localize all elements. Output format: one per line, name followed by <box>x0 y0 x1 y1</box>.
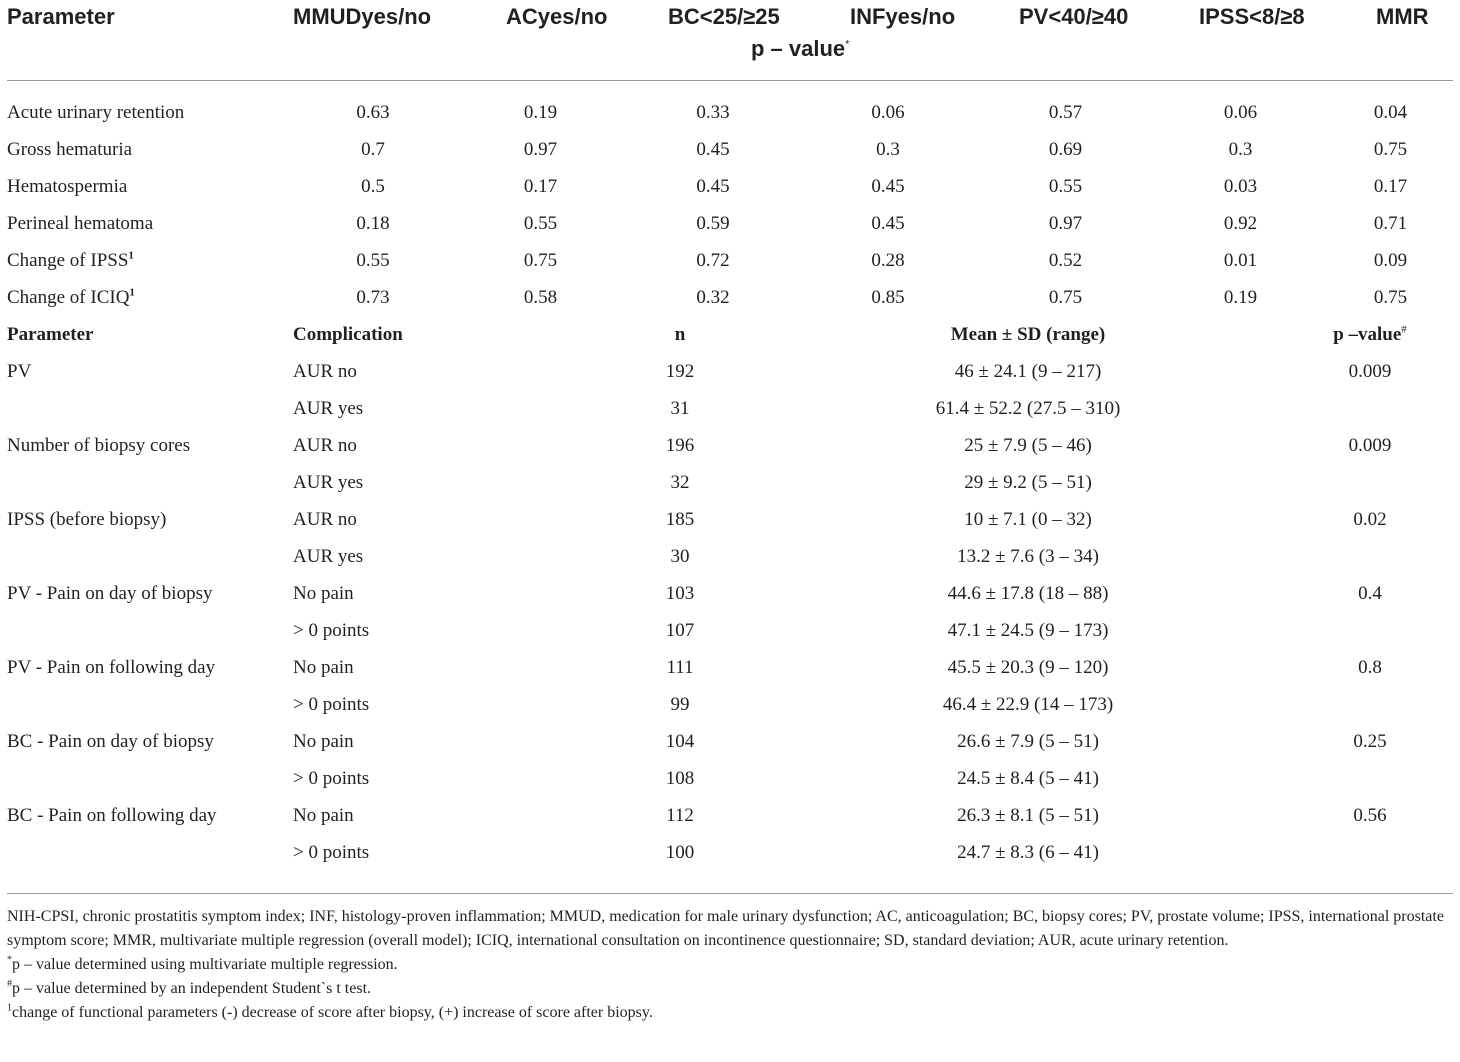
row-label: Change of ICIQ$^1$ <box>7 286 135 308</box>
p-value-cell: 0.3 <box>1228 138 1253 160</box>
table-row <box>7 390 1453 427</box>
row-label: Change of IPSS$^1$ <box>7 249 134 271</box>
complication-cell: No pain <box>293 582 354 604</box>
header2-pvalue: p –value# <box>1333 323 1407 345</box>
header-ac: ACyes/no <box>506 4 608 29</box>
p-value-cell: 0.06 <box>871 101 905 123</box>
complication-cell: No pain <box>293 656 354 678</box>
complication-cell: AUR no <box>293 434 357 456</box>
n-cell: 185 <box>665 508 695 530</box>
p-value-cell: 0.45 <box>696 175 730 197</box>
n-cell: 32 <box>670 471 690 493</box>
complication-cell: No pain <box>293 730 354 752</box>
param-cell <box>7 538 293 575</box>
mean-sd-cell: 24.5 ± 8.4 (5 – 41) <box>957 767 1099 789</box>
n-cell: 104 <box>665 730 695 752</box>
table-row <box>7 279 1453 316</box>
header-ipss: IPSS<8/≥8 <box>1199 4 1305 29</box>
n-cell: 107 <box>665 619 695 641</box>
table-row <box>7 797 1453 834</box>
table-row <box>7 94 1453 131</box>
table-row <box>7 501 1453 538</box>
row-label: Perineal hematoma <box>7 212 154 234</box>
p-value-cell <box>1213 612 1453 649</box>
header-p-value: p – value* <box>751 36 850 61</box>
param-cell: PV - Pain on following day <box>7 656 216 678</box>
p-value-cell: 0.55 <box>356 249 390 271</box>
p-value-cell: 0.19 <box>1223 286 1258 308</box>
p-value-cell: 0.02 <box>1353 508 1387 530</box>
p-value-cell <box>1213 834 1453 871</box>
param-cell <box>7 760 293 797</box>
param-cell: BC - Pain on following day <box>7 804 217 826</box>
header2-complication: Complication <box>293 323 403 345</box>
table-row <box>7 686 1453 723</box>
complication-cell: > 0 points <box>293 619 370 641</box>
p-value-cell: 0.09 <box>1373 249 1408 271</box>
table-row <box>7 575 1453 612</box>
p-value-cell: 0.85 <box>871 286 905 308</box>
p-value-cell: 0.8 <box>1358 656 1382 678</box>
param-cell <box>7 834 293 871</box>
complication-cell: No pain <box>293 804 354 826</box>
p-value-cell: 0.63 <box>356 101 390 123</box>
footnote-abbreviations: NIH-CPSI, chronic prostatitis symptom index; INF, histology-proven inflammation; MMUD, medication for male urinary dysfunction; AC, anticoagulation; BC, biopsy cores; PV, prostate volume; IPSS, international prostate symptom score; MMR, multivariate multiple regression (overall model); ICIQ, international consultation on incontinence questionnaire; SD, standard deviation; AUR, acute urinary retention. <box>7 908 1444 949</box>
p-value-cell: 0.04 <box>1373 101 1408 123</box>
mean-sd-cell: 46 ± 24.1 (9 – 217) <box>954 360 1102 382</box>
footnote-star: *p – value determined using multivariate multiple regression. <box>7 954 398 973</box>
mean-sd-cell: 26.3 ± 8.1 (5 – 51) <box>957 804 1099 826</box>
p-value-cell: 0.28 <box>871 249 905 271</box>
complication-cell: AUR yes <box>293 471 364 493</box>
table2-header-row <box>7 316 1453 353</box>
row-label: Gross hematuria <box>7 138 133 160</box>
table-complications <box>7 316 1453 871</box>
p-value-cell: 0.55 <box>1048 175 1083 197</box>
mean-sd-cell: 13.2 ± 7.6 (3 – 34) <box>957 545 1099 567</box>
mean-sd-cell: 44.6 ± 17.8 (18 – 88) <box>947 582 1109 604</box>
p-value-cell <box>1213 464 1453 501</box>
p-value-cell: 0.97 <box>523 138 558 160</box>
p-value-cell: 0.59 <box>696 212 730 234</box>
p-value-cell: 0.03 <box>1223 175 1258 197</box>
header2-mean: Mean ± SD (range) <box>950 323 1106 345</box>
complication-cell: > 0 points <box>293 767 370 789</box>
p-value-cell: 0.57 <box>1048 101 1083 123</box>
p-value-cell: 0.17 <box>1373 175 1408 197</box>
row-label: Acute urinary retention <box>7 101 185 123</box>
n-cell: 103 <box>665 582 695 604</box>
footnote-hash: #p – value determined by an independent Student`s t test. <box>7 978 372 997</box>
table-row <box>7 760 1453 797</box>
param-cell: BC - Pain on day of biopsy <box>7 730 214 752</box>
n-cell: 31 <box>670 397 690 419</box>
p-value-cell: 0.009 <box>1348 434 1392 456</box>
p-value-cell: 0.75 <box>1048 286 1083 308</box>
header2-parameter: Parameter <box>7 323 94 345</box>
param-cell <box>7 390 293 427</box>
p-value-cell: 0.75 <box>1373 138 1408 160</box>
header2-n: n <box>674 323 686 345</box>
table-row <box>7 131 1453 168</box>
n-cell: 111 <box>666 656 694 678</box>
p-value-cell: 0.009 <box>1348 360 1392 382</box>
p-value-cell: 0.17 <box>523 175 558 197</box>
table-row <box>7 538 1453 575</box>
complication-cell: > 0 points <box>293 693 370 715</box>
p-value-cell: 0.3 <box>876 138 900 160</box>
p-value-cell: 0.25 <box>1353 730 1387 752</box>
table-row <box>7 464 1453 501</box>
complication-cell: AUR no <box>293 360 357 382</box>
p-value-cell: 0.45 <box>871 212 905 234</box>
p-value-cell: 0.55 <box>523 212 558 234</box>
n-cell: 192 <box>665 360 695 382</box>
p-value-cell: 0.69 <box>1048 138 1083 160</box>
mean-sd-cell: 26.6 ± 7.9 (5 – 51) <box>957 730 1099 752</box>
complication-cell: > 0 points <box>293 841 370 863</box>
table-row <box>7 427 1453 464</box>
p-value-cell: 0.18 <box>356 212 390 234</box>
p-value-cell: 0.32 <box>696 286 730 308</box>
row-label: Hematospermia <box>7 175 128 197</box>
complication-cell: AUR yes <box>293 545 364 567</box>
p-value-cell: 0.52 <box>1048 249 1083 271</box>
footnote-one: $^1$change of functional parameters (-) decrease of score after biopsy, (+) increase of score after biopsy. <box>7 1002 653 1021</box>
p-value-cell: 0.73 <box>356 286 390 308</box>
header-bc: BC<25/≥25 <box>668 4 780 29</box>
mean-sd-cell: 61.4 ± 52.2 (27.5 – 310) <box>935 397 1121 419</box>
footer-rule <box>7 893 1453 894</box>
table-row <box>7 649 1453 686</box>
complication-cell: AUR no <box>293 508 357 530</box>
p-value-cell: 0.01 <box>1223 249 1258 271</box>
n-cell: 196 <box>665 434 695 456</box>
header-mmr: MMR <box>1376 4 1429 29</box>
p-value-cell: 0.45 <box>871 175 905 197</box>
p-value-cell: 0.97 <box>1048 212 1083 234</box>
mean-sd-cell: 45.5 ± 20.3 (9 – 120) <box>947 656 1109 678</box>
table-row <box>7 205 1453 242</box>
p-value-cell: 0.19 <box>523 101 558 123</box>
mean-sd-cell: 10 ± 7.1 (0 – 32) <box>964 508 1092 530</box>
n-cell: 99 <box>670 693 690 715</box>
mean-sd-cell: 46.4 ± 22.9 (14 – 173) <box>942 693 1114 715</box>
header-rule <box>7 80 1453 81</box>
table-row <box>7 353 1453 390</box>
p-value-cell <box>1213 538 1453 575</box>
n-cell: 100 <box>665 841 695 863</box>
header-pv: PV<40/≥40 <box>1019 4 1129 29</box>
p-value-cell <box>1213 686 1453 723</box>
p-value-cell: 0.06 <box>1223 101 1258 123</box>
p-value-cell: 0.92 <box>1223 212 1258 234</box>
p-value-cell: 0.33 <box>696 101 730 123</box>
param-cell: PV - Pain on day of biopsy <box>7 582 213 604</box>
table-row <box>7 723 1453 760</box>
p-value-cell <box>1213 760 1453 797</box>
header-mmud: MMUDyes/no <box>293 4 432 29</box>
param-cell: Number of biopsy cores <box>7 434 191 456</box>
param-cell: IPSS (before biopsy) <box>7 508 167 530</box>
p-value-cell: 0.5 <box>361 175 385 197</box>
p-value-cell: 0.75 <box>523 249 558 271</box>
table-row <box>7 612 1453 649</box>
mean-sd-cell: 24.7 ± 8.3 (6 – 41) <box>957 841 1099 863</box>
mean-sd-cell: 29 ± 9.2 (5 – 51) <box>964 471 1092 493</box>
table-row <box>7 834 1453 871</box>
param-cell <box>7 686 293 723</box>
p-value-cell <box>1213 390 1453 427</box>
table-row <box>7 242 1453 279</box>
p-value-cell: 0.45 <box>696 138 730 160</box>
header-parameter: Parameter <box>7 4 115 29</box>
n-cell: 112 <box>666 804 694 826</box>
n-cell: 30 <box>670 545 690 567</box>
p-value-cell: 0.71 <box>1373 212 1408 234</box>
p-value-cell: 0.56 <box>1353 804 1387 826</box>
p-value-cell: 0.75 <box>1373 286 1408 308</box>
p-value-cell: 0.58 <box>523 286 558 308</box>
param-cell <box>7 464 293 501</box>
p-value-cell: 0.7 <box>361 138 385 160</box>
table-p-values <box>7 94 1453 316</box>
mean-sd-cell: 25 ± 7.9 (5 – 46) <box>964 434 1092 456</box>
param-cell <box>7 612 293 649</box>
header-inf: INFyes/no <box>850 4 956 29</box>
footnotes <box>7 905 1457 1025</box>
p-value-cell: 0.4 <box>1358 582 1382 604</box>
table-row <box>7 168 1453 205</box>
param-cell: PV <box>7 360 32 382</box>
mean-sd-cell: 47.1 ± 24.5 (9 – 173) <box>947 619 1109 641</box>
complication-cell: AUR yes <box>293 397 364 419</box>
n-cell: 108 <box>665 767 695 789</box>
p-value-cell: 0.72 <box>696 249 730 271</box>
